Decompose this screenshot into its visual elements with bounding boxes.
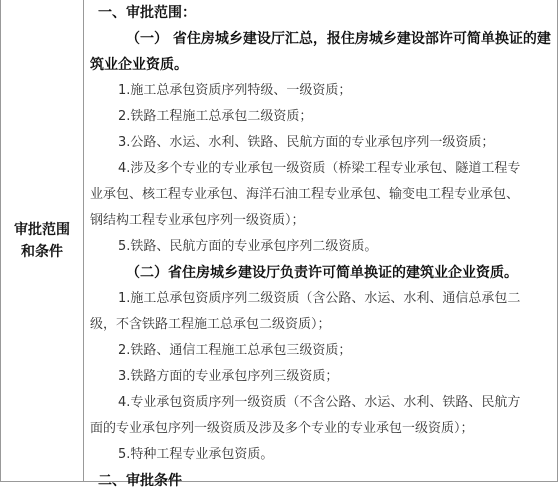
content-line: 级，不含铁路工程施工总承包二级资质）； [90,317,331,332]
content-line: 2.铁路、通信工程施工总承包三级资质； [118,343,352,358]
content-line: 1.施工总承包资质序列特级、一级资质； [118,83,352,98]
row-label: 审批范围和条件 [14,222,70,260]
content-line: 4.专业承包资质序列一级资质（不含公路、水运、水利、铁路、民航方 [118,395,521,410]
content-line: 面的专业承包序列一级资质及涉及多个专业的专业承包一级资质）； [90,421,474,436]
content-line: 3.公路、水运、水利、铁路、民航方面的专业承包序列一级资质； [118,135,495,150]
content-cell [90,0,556,494]
subsection-heading: （一） 省住房城乡建设厅汇总，报住房城乡建设部许可简单换证的建 [126,31,551,47]
content-line: 1.施工总承包资质序列二级资质（含公路、水运、水利、通信总承包二 [118,291,521,306]
content-line: 业承包、核工程专业承包、海洋石油工程专业承包、输变电工程专业承包、 [90,187,520,202]
content-line: 5.特种工程专业承包资质。 [118,447,274,462]
section-heading: 二、审批条件 [98,473,182,489]
row-label-cell [1,0,83,482]
content-line: 钢结构工程专业承包序列一级资质）； [90,213,305,228]
subsection-heading: （二）省住房城乡建设厅负责许可简单换证的建筑业企业资质。 [126,265,518,281]
content-line: 5.铁路、民航方面的专业承包序列二级资质。 [118,239,378,254]
content-line: 2.铁路工程施工总承包二级资质； [118,109,313,124]
subsection-heading: 筑业企业资质。 [90,57,188,73]
content-line: 3.铁路方面的专业承包序列三级资质； [118,369,339,384]
section-heading: 一、审批范围： [98,5,196,21]
column-divider [83,0,84,482]
content-line: 4.涉及多个专业的专业承包一级资质（桥梁工程专业承包、隧道工程专 [118,161,521,176]
